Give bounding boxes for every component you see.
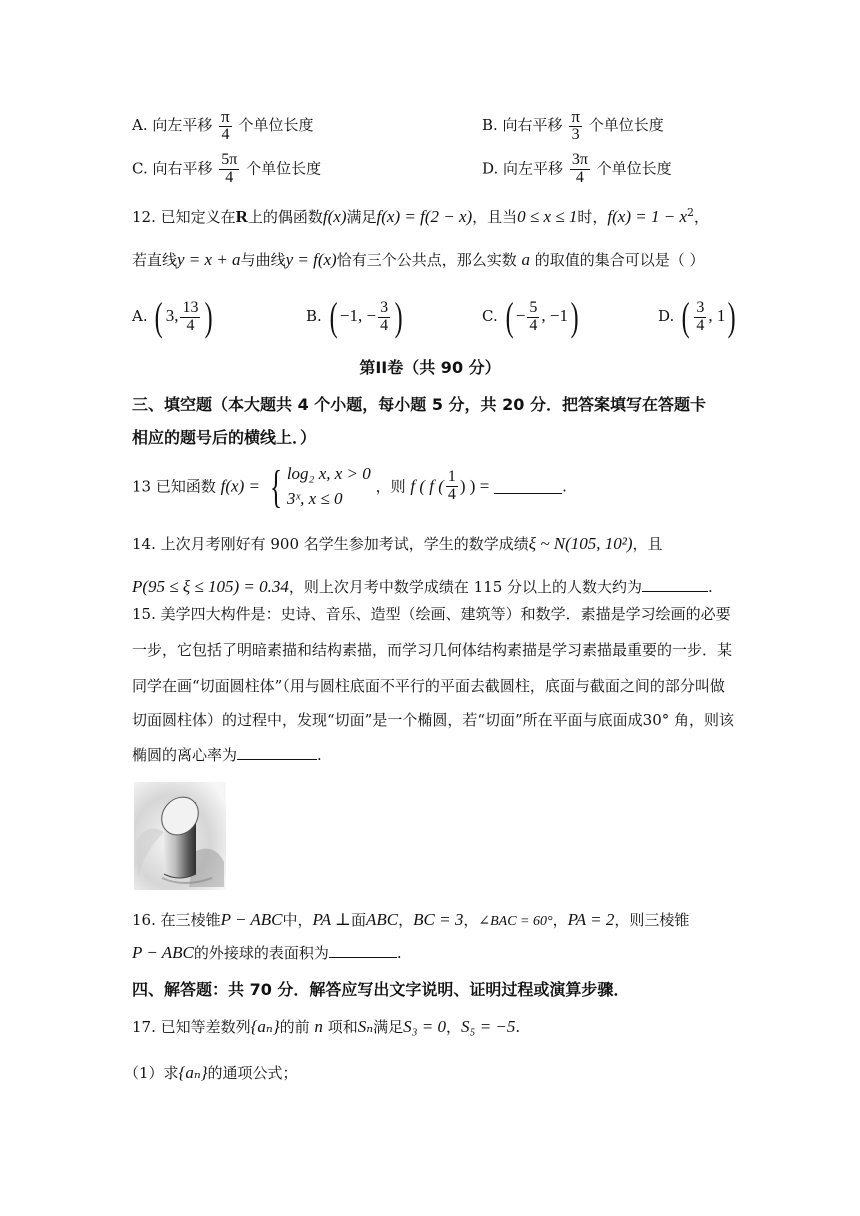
math: 3, [165,306,179,325]
text: 14. 上次月考刚好有 900 名学生参加考试，学生的数学成绩 [132,535,529,553]
q12-option-d [658,294,739,339]
math: ∠BAC = 60° [478,914,553,929]
text: 满足 [373,1018,404,1036]
fraction [378,300,390,335]
denominator: 4 [447,486,456,504]
text: ，且 [632,535,663,553]
option-label: D. 向左平移 [482,159,564,178]
fraction [569,108,582,144]
text: 16. 在三棱锥 [132,911,221,929]
math: BC = 3 [413,910,464,929]
fraction [446,469,458,504]
text: . [708,578,713,596]
denominator: 3 [571,125,580,143]
text: 满足 [346,208,377,226]
text: 若直线 [132,251,178,269]
q12-line-1: 12. 已知定义在R上的偶函数f(x)满足f(x) = f(2 − x)，且当0 ≤ x ≤ 1时，$f(x) = 1 - x^2$， [132,206,710,226]
q15-line-1: 15. 美学四大构件是：史诗、音乐、造型（绘画、建筑等）和数学．素描是学习绘画的必要 [132,605,731,623]
numerator: π [571,107,580,126]
math: Sₙ [357,1017,374,1036]
math: n [314,1017,323,1036]
fraction [570,152,590,187]
math: P − ABC [220,910,283,929]
fraction [527,300,539,335]
right-paren: ) [205,294,214,339]
option-label: A. 向左平移 [132,115,213,134]
text: 的通项公式； [207,1064,298,1082]
math: , 1 [708,306,726,325]
option-text: 个单位长度 [246,159,322,178]
numerator: 1 [447,468,456,486]
section-4-heading: 四、解答题：共 70 分．解答应写出文字说明、证明过程或演算步骤． [132,980,630,999]
math: ξ ~ N(105, 10²) [528,534,633,553]
denominator: 4 [221,125,230,143]
math: {aₙ} [178,1063,208,1082]
numerator: 5π [221,151,238,168]
fraction [694,300,706,335]
denominator: 4 [186,316,195,334]
q17-line-1 [132,1017,520,1037]
text: 上的偶函数 [247,208,323,226]
q12-line-2 [132,250,705,270]
text: . [562,477,567,496]
section-3-heading-line-1: 三、填空题（本大题共 4 个小题，每小题 5 分，共 20 分．把答案填写在答题卡 [132,395,706,414]
q11-option-b [482,108,664,144]
math: f(x) = [220,476,260,496]
text: 椭圆的离心率为 [132,746,238,764]
q14-line-2 [132,577,713,597]
text: （1）求 [124,1064,179,1082]
text: ，则 [375,477,406,496]
denominator: 4 [696,316,705,334]
option-label: B. [306,307,322,325]
fraction [219,152,239,187]
q11-option-d [482,152,672,187]
right-paren: ) [394,294,403,339]
q16-line-1 [132,910,689,931]
q17-part-1 [124,1063,298,1083]
q14-line-1 [132,534,663,554]
text: 12. 已知定义在 [132,208,236,226]
answer-blank [494,479,562,494]
piecewise-cases [287,462,371,511]
case-1: log₂ x, x > 0 [286,464,371,483]
option-text: 个单位长度 [238,115,314,134]
q15-line-2: 一步，它包括了明暗素描和结构素描，而学习几何体结构素描是学习素描最重要的一步．某 [132,641,733,659]
q16-line-2 [132,943,402,963]
q15-line-4: 切面圆柱体）的过程中，发现“切面”是一个椭圆，若“切面”所在平面与底面成30° 角，则该 [132,711,735,729]
text: ， [552,911,568,929]
math: f ( f ( [410,476,444,496]
numerator: 3 [380,298,389,316]
left-paren: ( [505,294,514,339]
numerator: 3 [696,298,705,316]
math: 0 ≤ x ≤ 1 [517,207,578,226]
text: 时， [577,208,608,226]
text: 的外接球的表面积为 [193,944,329,962]
math: ) ) = [459,476,490,496]
right-paren: ) [570,294,579,339]
section-3-heading-line-2: 相应的题号后的横线上．） [132,428,317,447]
math: S₃ = 0 [403,1017,447,1036]
math: −1, − [339,306,377,325]
math: y = f(x) [285,250,337,269]
real-set-symbol: R [235,207,248,226]
denominator: 4 [380,316,389,334]
text: 面 [351,911,367,929]
math: S₅ = −5 [461,1017,516,1036]
text: 的前 [279,1018,310,1036]
q12-option-c [482,294,581,339]
text: 17. 已知等差数列 [132,1018,251,1036]
section-2-title: 第II卷（共 90 分） [359,358,501,377]
text: ， [446,1018,462,1036]
text: . [515,1018,521,1036]
left-paren: ( [681,294,690,339]
math: f(x) = 1 − x [607,207,687,226]
denominator: 4 [225,168,234,186]
option-label: B. 向右平移 [482,115,563,134]
text: ， [694,208,710,226]
left-brace: { [269,460,282,512]
math: − [515,306,526,325]
math: {aₙ} [250,1017,280,1036]
fraction [219,108,232,144]
text: ，则上次月考中数学成绩在 115 分以上的人数大约为 [288,578,643,596]
option-text: 个单位长度 [596,159,672,178]
q15-line-3: 同学在画“切面圆柱体”（用与圆柱底面不平行的平面去截圆柱，底面与截面之间的部分叫做 [132,677,725,695]
option-text: 个单位长度 [588,115,664,134]
fraction [180,300,200,335]
text: 的取值的集合可以是（ ） [534,251,705,269]
option-label: C. [482,307,498,325]
text: ，且当 [472,208,518,226]
text: ， [398,911,414,929]
math: f(x) [322,207,347,226]
q12-option-a [132,294,216,339]
text: 与曲线 [240,251,286,269]
math: P(95 ≤ ξ ≤ 105) = 0.34 [132,577,289,596]
denominator: 4 [575,168,584,186]
numerator: 5 [529,298,538,316]
math: P − ABC [132,943,194,962]
q13 [132,462,567,511]
text: ，则三棱锥 [614,911,690,929]
numerator: 3π [571,151,588,168]
math: PA = 2 [567,910,615,929]
text: ， [463,911,479,929]
math: a [521,250,530,269]
math: y = x + a [177,250,241,269]
left-paren: ( [329,294,338,339]
answer-blank [642,577,708,592]
text: . [396,944,402,962]
q11-option-c [132,152,321,187]
right-paren: ) [728,294,737,339]
option-label: D. [658,307,675,325]
text: . [317,746,322,764]
math: ABC [366,910,399,929]
option-label: A. [132,307,148,325]
case-2: 3ˣ, x ≤ 0 [286,488,343,508]
q15-line-5 [132,745,322,764]
math: , −1 [541,306,569,325]
text: 项和 [327,1018,358,1036]
cut-cylinder-sketch [134,782,226,890]
option-label: C. 向右平移 [132,159,213,178]
answer-blank [329,943,397,958]
numerator: 13 [182,298,199,316]
text: 13 已知函数 [132,477,216,496]
math: PA ⊥ [312,910,352,929]
denominator: 4 [529,316,538,334]
text: 中， [282,911,313,929]
numerator: π [221,107,230,126]
q11-option-a [132,108,314,144]
math: f(x) = f(2 − x) [376,207,473,226]
text: 恰有三个公共点，那么实数 [336,251,517,269]
answer-blank [237,745,317,760]
q12-option-b [306,294,405,339]
cut-cylinder-drawing [134,782,226,890]
left-paren: ( [155,294,164,339]
